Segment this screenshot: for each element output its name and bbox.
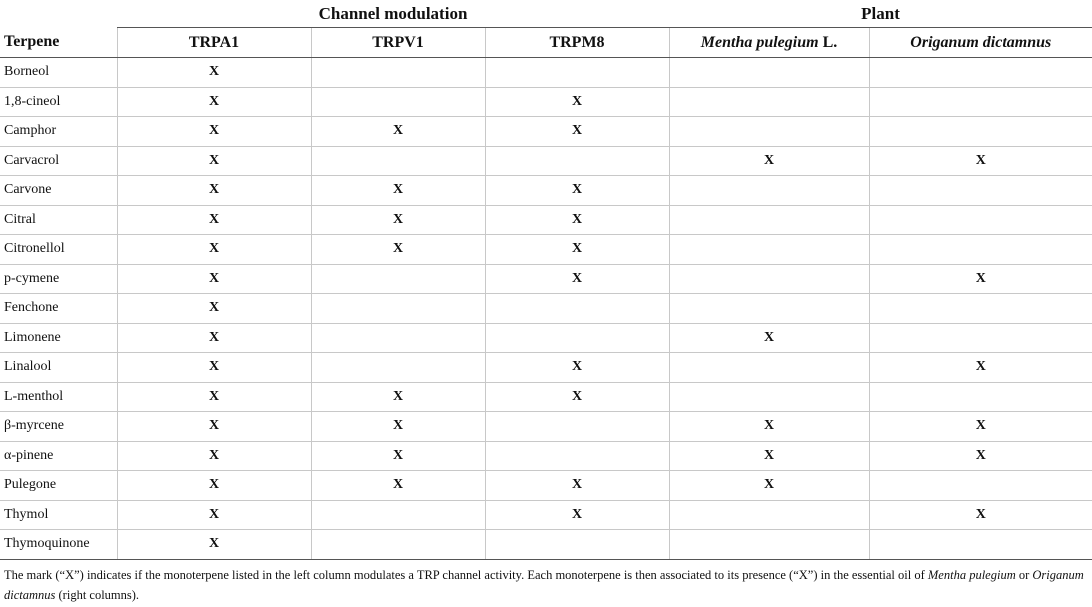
cell-trpm8: X xyxy=(485,87,669,117)
cell-trpa1: X xyxy=(117,441,311,471)
cell-mentha: X xyxy=(669,412,869,442)
column-header-trpv1: TRPV1 xyxy=(311,28,485,58)
cell-mentha xyxy=(669,353,869,383)
cell-origanum xyxy=(869,87,1092,117)
cell-mentha xyxy=(669,87,869,117)
cell-origanum: X xyxy=(869,441,1092,471)
cell-trpm8: X xyxy=(485,353,669,383)
cell-trpv1 xyxy=(311,58,485,88)
column-header-trpm8: TRPM8 xyxy=(485,28,669,58)
table-row xyxy=(0,323,1092,353)
cell-mentha xyxy=(669,235,869,265)
cell-origanum xyxy=(869,205,1092,235)
terpene-name: p-cymene xyxy=(0,264,117,294)
table-row xyxy=(0,205,1092,235)
cell-trpm8 xyxy=(485,530,669,560)
table-row xyxy=(0,87,1092,117)
cell-trpa1: X xyxy=(117,87,311,117)
table-row xyxy=(0,530,1092,560)
cell-trpa1: X xyxy=(117,323,311,353)
cell-mentha xyxy=(669,176,869,206)
cell-trpa1: X xyxy=(117,176,311,206)
column-header-origanum-name: Origanum dictamnus xyxy=(910,33,1052,51)
table-footnote xyxy=(4,565,1088,605)
cell-mentha xyxy=(669,117,869,147)
cell-origanum xyxy=(869,235,1092,265)
terpene-name: β-myrcene xyxy=(0,412,117,442)
cell-trpm8 xyxy=(485,146,669,176)
cell-trpa1: X xyxy=(117,412,311,442)
cell-trpm8: X xyxy=(485,500,669,530)
table-body xyxy=(0,58,1092,560)
terpene-name: Limonene xyxy=(0,323,117,353)
cell-mentha xyxy=(669,264,869,294)
column-header-mentha-name: Mentha pulegium xyxy=(700,33,819,51)
cell-trpa1: X xyxy=(117,353,311,383)
column-header-trpa1: TRPA1 xyxy=(117,28,311,58)
cell-trpm8: X xyxy=(485,471,669,501)
cell-trpv1: X xyxy=(311,471,485,501)
cell-trpa1: X xyxy=(117,58,311,88)
cell-origanum xyxy=(869,323,1092,353)
terpene-name: α-pinene xyxy=(0,441,117,471)
cell-trpa1: X xyxy=(117,294,311,324)
group-header-plant: Plant xyxy=(669,0,1092,28)
table-row xyxy=(0,264,1092,294)
cell-trpm8 xyxy=(485,58,669,88)
footnote-mentha: Mentha pulegium xyxy=(927,568,1016,582)
cell-trpm8: X xyxy=(485,117,669,147)
cell-trpv1: X xyxy=(311,235,485,265)
cell-trpv1 xyxy=(311,264,485,294)
footnote-origanum: Origanum dictamnus xyxy=(4,568,1084,602)
table-row xyxy=(0,471,1092,501)
group-header-row xyxy=(0,0,1092,28)
cell-origanum xyxy=(869,382,1092,412)
cell-trpv1: X xyxy=(311,205,485,235)
table-row xyxy=(0,500,1092,530)
cell-trpm8 xyxy=(485,323,669,353)
cell-trpm8 xyxy=(485,294,669,324)
cell-origanum: X xyxy=(869,146,1092,176)
terpene-name: Fenchone xyxy=(0,294,117,324)
cell-trpm8: X xyxy=(485,205,669,235)
terpene-name: Citronellol xyxy=(0,235,117,265)
cell-trpv1 xyxy=(311,87,485,117)
table-row xyxy=(0,146,1092,176)
table-row xyxy=(0,294,1092,324)
cell-origanum: X xyxy=(869,500,1092,530)
table-row xyxy=(0,176,1092,206)
cell-trpa1: X xyxy=(117,500,311,530)
cell-trpv1: X xyxy=(311,441,485,471)
cell-origanum: X xyxy=(869,264,1092,294)
cell-mentha xyxy=(669,382,869,412)
column-header-mentha-suffix: L. xyxy=(818,33,838,51)
footnote-text-1: The mark (“X”) indicates if the monoterpene listed in the left column modulates a TRP channel activity. Each monoterpene is then associated to its presence (“X”) in the essential oil of xyxy=(4,568,928,582)
terpene-name: Carvone xyxy=(0,176,117,206)
footnote-text-3: (right columns). xyxy=(55,588,140,602)
cell-origanum: X xyxy=(869,412,1092,442)
cell-trpa1: X xyxy=(117,264,311,294)
cell-trpv1 xyxy=(311,353,485,383)
table-row xyxy=(0,58,1092,88)
column-header-terpene: Terpene xyxy=(0,28,117,58)
cell-origanum: X xyxy=(869,353,1092,383)
cell-mentha xyxy=(669,500,869,530)
cell-mentha xyxy=(669,205,869,235)
cell-origanum xyxy=(869,530,1092,560)
cell-trpv1: X xyxy=(311,382,485,412)
cell-trpv1 xyxy=(311,530,485,560)
cell-trpv1 xyxy=(311,323,485,353)
table-row xyxy=(0,117,1092,147)
cell-trpm8: X xyxy=(485,264,669,294)
terpene-name: Linalool xyxy=(0,353,117,383)
table-row xyxy=(0,235,1092,265)
terpene-name: Borneol xyxy=(0,58,117,88)
cell-trpa1: X xyxy=(117,382,311,412)
cell-mentha xyxy=(669,530,869,560)
group-header-blank xyxy=(0,0,117,28)
footnote-text-2: or xyxy=(1015,568,1033,582)
terpene-name: Camphor xyxy=(0,117,117,147)
table-row xyxy=(0,382,1092,412)
group-header-channel-modulation: Channel modulation xyxy=(117,0,669,28)
cell-trpm8: X xyxy=(485,176,669,206)
cell-trpm8 xyxy=(485,441,669,471)
cell-trpm8 xyxy=(485,412,669,442)
terpene-name: Thymol xyxy=(0,500,117,530)
cell-trpv1 xyxy=(311,500,485,530)
cell-trpv1 xyxy=(311,294,485,324)
table-row xyxy=(0,353,1092,383)
terpene-name: Pulegone xyxy=(0,471,117,501)
cell-mentha xyxy=(669,294,869,324)
cell-mentha: X xyxy=(669,323,869,353)
cell-trpa1: X xyxy=(117,205,311,235)
cell-trpv1 xyxy=(311,146,485,176)
column-header-row xyxy=(0,28,1092,58)
cell-trpm8: X xyxy=(485,235,669,265)
cell-trpv1: X xyxy=(311,412,485,442)
cell-trpm8: X xyxy=(485,382,669,412)
terpene-name: Citral xyxy=(0,205,117,235)
cell-mentha: X xyxy=(669,441,869,471)
column-header-mentha-pulegium xyxy=(669,28,869,58)
cell-trpv1: X xyxy=(311,176,485,206)
cell-trpv1: X xyxy=(311,117,485,147)
cell-origanum xyxy=(869,471,1092,501)
cell-mentha: X xyxy=(669,146,869,176)
cell-mentha xyxy=(669,58,869,88)
cell-mentha: X xyxy=(669,471,869,501)
cell-trpa1: X xyxy=(117,235,311,265)
cell-origanum xyxy=(869,294,1092,324)
terpene-name: L-menthol xyxy=(0,382,117,412)
cell-origanum xyxy=(869,117,1092,147)
cell-origanum xyxy=(869,176,1092,206)
table-row xyxy=(0,441,1092,471)
terpene-name: 1,8-cineol xyxy=(0,87,117,117)
cell-trpa1: X xyxy=(117,117,311,147)
cell-origanum xyxy=(869,58,1092,88)
cell-trpa1: X xyxy=(117,530,311,560)
table-row xyxy=(0,412,1092,442)
terpene-name: Carvacrol xyxy=(0,146,117,176)
cell-trpa1: X xyxy=(117,146,311,176)
cell-trpa1: X xyxy=(117,471,311,501)
column-header-origanum-dictamnus xyxy=(869,28,1092,58)
terpene-name: Thymoquinone xyxy=(0,530,117,560)
